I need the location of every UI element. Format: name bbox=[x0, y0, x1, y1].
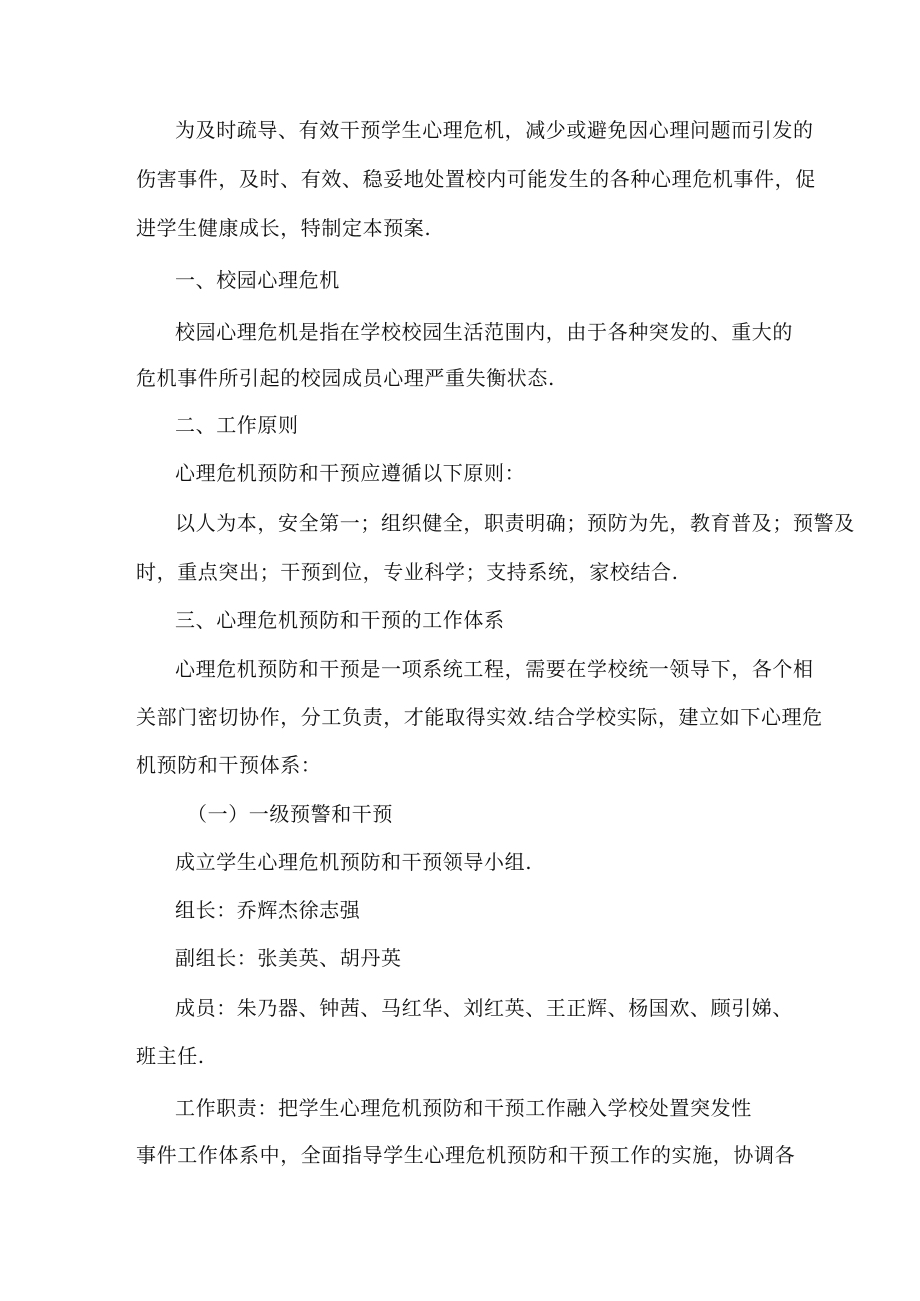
subsection-1-establish: 成立学生心理危机预防和干预领导小组. bbox=[175, 850, 533, 874]
subsection-1-deputy: 副组长：张美英、胡丹英 bbox=[175, 946, 402, 970]
intro-line-1: 为及时疏导、有效干预学生心理危机，减少或避免因心理问题而引发的 bbox=[175, 118, 814, 142]
subsection-1-duty-line-2: 事件工作体系中，全面指导学生心理危机预防和干预工作的实施，协调各 bbox=[136, 1143, 796, 1167]
section-1-line-1: 校园心理危机是指在学校校园生活范围内，由于各种突发的、重大的 bbox=[175, 320, 793, 344]
section-2-heading: 二、工作原则 bbox=[175, 413, 299, 437]
subsection-1-members-line-2: 班主任. bbox=[136, 1044, 205, 1068]
subsection-1-duty-line-1: 工作职责：把学生心理危机预防和干预工作融入学校处置突发性 bbox=[175, 1096, 752, 1120]
subsection-1-members-line-1: 成员：朱乃器、钟茜、马红华、刘红英、王正辉、杨国欢、顾引娣、 bbox=[175, 996, 793, 1020]
section-1-line-2: 危机事件所引起的校园成员心理严重失衡状态. bbox=[136, 366, 555, 390]
section-2-line-2: 时，重点突出；干预到位，专业科学；支持系统，家校结合. bbox=[136, 560, 679, 584]
section-1-heading: 一、校园心理危机 bbox=[175, 268, 340, 292]
section-2-lead: 心理危机预防和干预应遵循以下原则： bbox=[175, 461, 526, 485]
section-3-line-2: 关部门密切协作，分工负责，才能取得实效.结合学校实际，建立如下心理危 bbox=[136, 705, 823, 729]
section-3-heading: 三、心理危机预防和干预的工作体系 bbox=[175, 608, 505, 632]
subsection-1-heading: （一）一级预警和干预 bbox=[187, 802, 393, 826]
intro-line-2: 伤害事件，及时、有效、稳妥地处置校内可能发生的各种心理危机事件，促 bbox=[136, 167, 816, 191]
section-3-line-1: 心理危机预防和干预是一项系统工程，需要在学校统一领导下，各个相 bbox=[175, 657, 814, 681]
section-2-line-1: 以人为本，安全第一；组织健全，职责明确；预防为先，教育普及；预警及 bbox=[175, 511, 855, 535]
section-3-line-3: 机预防和干预体系： bbox=[136, 753, 322, 777]
subsection-1-leader: 组长：乔辉杰徐志强 bbox=[175, 898, 361, 922]
intro-line-3: 进学生健康成长，特制定本预案. bbox=[136, 216, 432, 240]
